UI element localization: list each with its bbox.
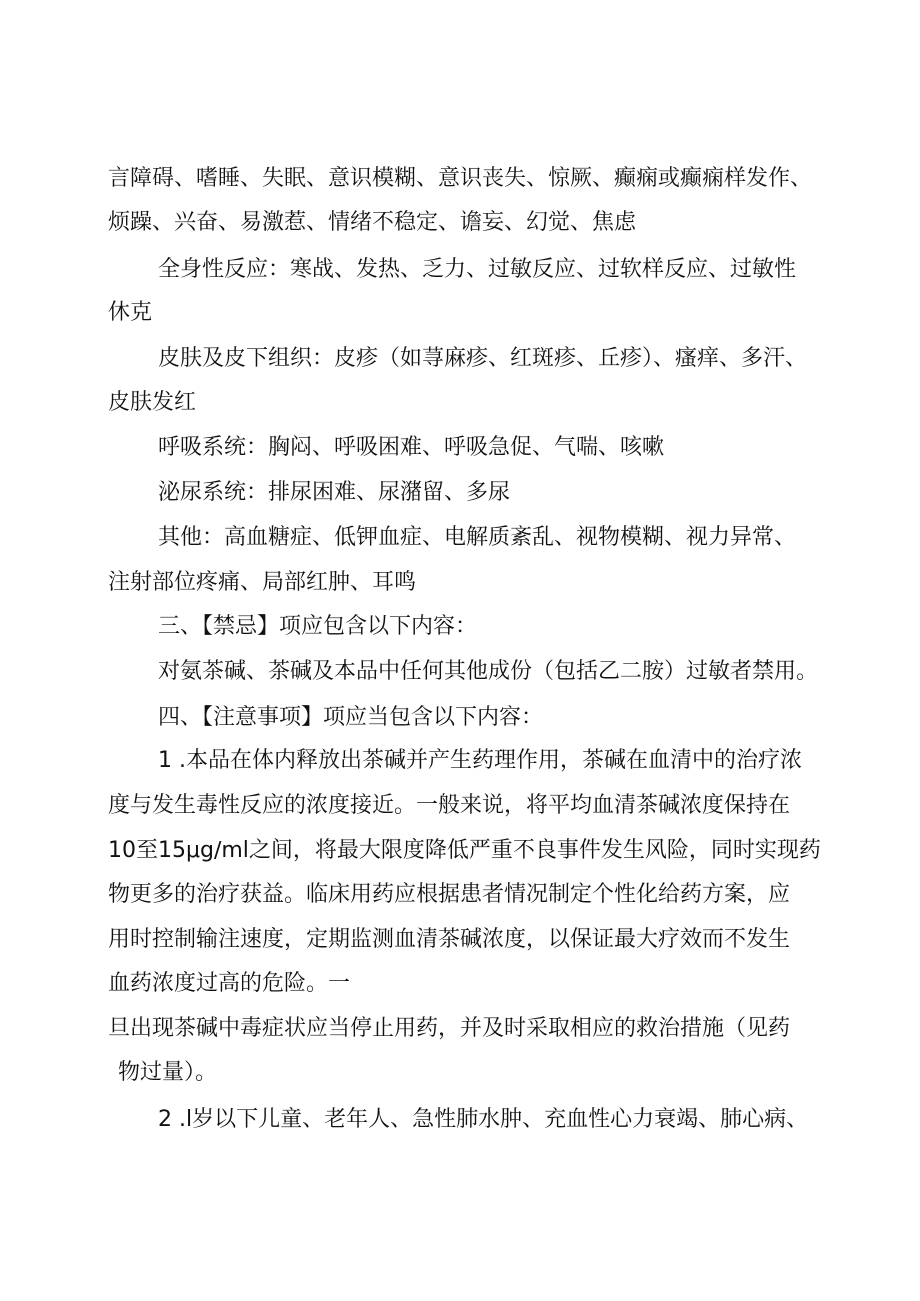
text-line-4: 休克 xyxy=(108,300,153,325)
text-line-19: 血药浓度过高的危险。一 xyxy=(108,971,351,996)
text-line-3: 全身性反应：寒战、发热、乏力、过敏反应、过软样反应、过敏性 xyxy=(158,257,797,282)
text-line-6: 皮肤发红 xyxy=(108,390,197,415)
text-line-21: 物过量）。 xyxy=(118,1060,218,1085)
text-line-15: 度与发生毒性反应的浓度接近。一般来说，将平均血清茶碱浓度保持在 xyxy=(108,793,791,818)
text-line-5: 皮肤及皮下组织：皮疹（如荨麻疹、红斑疹、丘疹）、瘙痒、多汗、 xyxy=(158,346,808,371)
text-line-20: 旦出现茶碱中毒症状应当停止用药，并及时采取相应的救治措施（见药 xyxy=(108,1016,791,1041)
text-line-10: 注射部位疼痛、局部红肿、耳鸣 xyxy=(108,570,417,595)
text-line-17: 物更多的治疗获益。临床用药应根据患者情况制定个性化给药方案，应 xyxy=(108,882,791,907)
text-line-12: 对氨茶碱、茶碱及本品中任何其他成份（包括乙二胺）过敏者禁用。 xyxy=(158,659,819,684)
text-line-18: 用时控制输注速度，定期监测血清茶碱浓度，以保证最大疗效而不发生 xyxy=(108,927,791,952)
text-line-11: 三、【禁忌】项应包含以下内容： xyxy=(158,614,478,639)
text-line-1: 言障碍、嗜睡、失眠、意识模糊、意识丧失、惊厥、癫痫或癫痫样发作、 xyxy=(108,166,813,191)
text-line-8: 泌尿系统：排尿困难、尿潴留、多尿 xyxy=(158,480,511,505)
text-line-13: 四、【注意事项】项应当包含以下内容： xyxy=(158,705,544,730)
text-line-9: 其他：高血糖症、低钾血症、电解质紊乱、视物模糊、视力异常、 xyxy=(158,525,797,550)
text-line-16: 10至15μg∕ml之间，将最大限度降低严重不良事件发生风险，同时实现药 xyxy=(108,838,821,863)
text-line-22: 2 .l岁以下儿童、老年人、急性肺水肿、充血性心力衰竭、肺心病、 xyxy=(158,1107,809,1132)
text-line-7: 呼吸系统：胸闷、呼吸困难、呼吸急促、气喘、咳嗽 xyxy=(158,435,665,460)
text-line-2: 烦躁、兴奋、易激惹、情绪不稳定、谵妄、幻觉、焦虑 xyxy=(108,210,637,235)
text-line-14: 1 .本品在体内释放出茶碱并产生药理作用，茶碱在血清中的治疗浓 xyxy=(158,748,802,773)
